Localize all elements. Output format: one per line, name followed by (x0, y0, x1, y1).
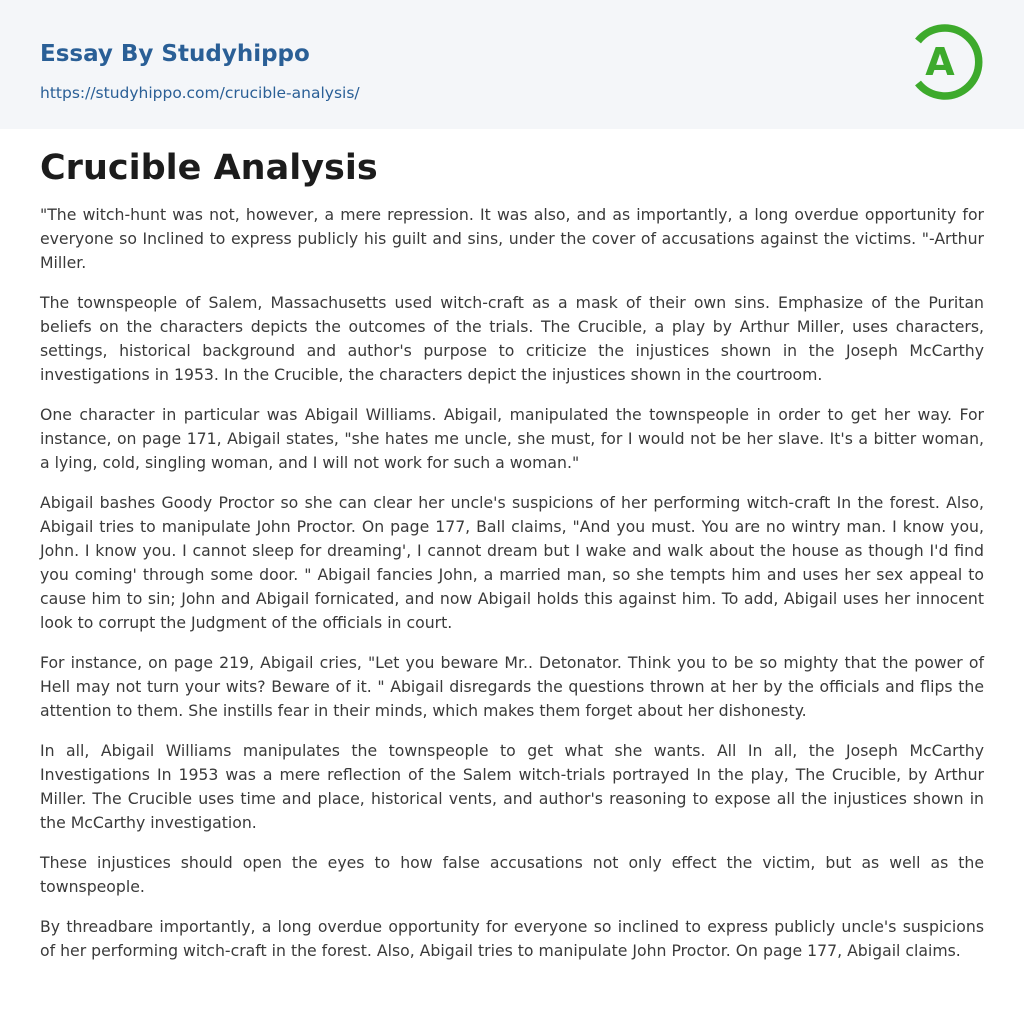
essay-paragraph-8: By threadbare importantly, a long overdue opportunity for everyone so inclined to express publicly uncle's suspicions of her performing witch-craft in the forest. Also, Abigail tries to manipulate John Proctor. On page 177, Abigail claims. (40, 917, 984, 960)
essay-paragraph-1: "The witch-hunt was not, however, a mere repression. It was also, and as importantly, a long overdue opportunity for everyone so Inclined to express publicly his guilt and sins, under the cover of accusations against the victims. "-Arthur Miller. (40, 205, 984, 272)
page-header (0, 0, 1024, 129)
logo-letter: A (925, 40, 955, 84)
studyhippo-logo-icon[interactable] (912, 18, 988, 106)
essay-paragraph-3: One character in particular was Abigail Williams. Abigail, manipulated the townspeople in order to get her way. For instance, on page 171, Abigail states, "she hates me uncle, she must, for I would not be her slave. It's a bitter woman, a lying, cold, singling woman, and I will not work for such a woman." (40, 405, 984, 472)
source-url-link[interactable]: https://studyhippo.com/crucible-analysis/ (40, 84, 360, 102)
essay-content (40, 145, 984, 979)
essay-paragraph-2: The townspeople of Salem, Massachusetts used witch-craft as a mask of their own sins. Emphasize of the Puritan beliefs on the characters depicts the outcomes of the trials. The Crucible, a play by Arthur Miller, uses characters, settings, historical background and author's purpose to criticize the injustices shown in the Joseph McCarthy investigations in 1953. In the Crucible, the characters depict the injustices shown in the courtroom. (40, 293, 984, 384)
essay-paragraph-6: In all, Abigail Williams manipulates the townspeople to get what she wants. All In all, the Joseph McCarthy Investigations In 1953 was a mere reflection of the Salem witch-trials portrayed In the play, The Crucible, by Arthur Miller. The Crucible uses time and place, historical vents, and author's reasoning to expose all the injustices shown in the McCarthy investigation. (40, 741, 984, 832)
essay-paragraph-4: Abigail bashes Goody Proctor so she can clear her uncle's suspicions of her performing witch-craft In the forest. Also, Abigail tries to manipulate John Proctor. On page 177, Ball claims, "And you must. You are no wintry man. I know you, John. I know you. I cannot sleep for dreaming', I cannot dream but I wake and walk about the house as though I'd find you coming' through some door. " Abigail fancies John, a married man, so she tempts him and uses her sex appeal to cause him to sin; John and Abigail fornicated, and now Abigail holds this against him. To add, Abigail uses her innocent look to corrupt the Judgment of the officials in court. (40, 493, 984, 632)
essay-paragraph-5: For instance, on page 219, Abigail cries, "Let you beware Mr.. Detonator. Think you to be so mighty that the power of Hell may not turn your wits? Beware of it. " Abigail disregards the questions thrown at her by the officials and flips the attention to them. She instills fear in their minds, which makes them forget about her dishonesty. (40, 653, 984, 720)
essay-paragraph-7: These injustices should open the eyes to how false accusations not only effect the victim, but as well as the townspeople. (40, 853, 984, 896)
site-name: Essay By Studyhippo (40, 41, 310, 67)
essay-title: Crucible Analysis (40, 148, 378, 188)
